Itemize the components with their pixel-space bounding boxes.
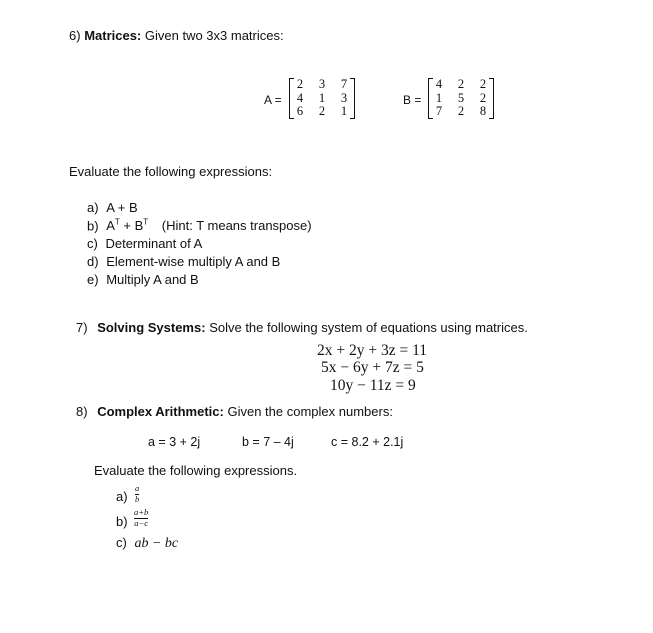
item-marker: e) xyxy=(87,272,99,287)
matrix-cell: 2 xyxy=(479,77,487,91)
q6-evaluate: Evaluate the following expressions: xyxy=(69,164,273,179)
item-marker: a) xyxy=(116,489,128,504)
matrix-a-row xyxy=(290,105,354,119)
matrix-a-row xyxy=(290,92,354,106)
item-marker: b) xyxy=(116,514,128,529)
item-marker: b) xyxy=(87,218,99,234)
equation: 5x − 6y + 7z = 5 xyxy=(321,359,424,376)
q6-item-e xyxy=(87,272,199,287)
q6-number: 6) xyxy=(69,28,81,43)
matrix-cell: 8 xyxy=(479,104,487,118)
matrix-b-row xyxy=(429,78,493,92)
matrix-cell: 2 xyxy=(457,77,465,91)
numerator: a xyxy=(135,483,140,493)
matrix-cell: 7 xyxy=(435,104,443,118)
matrix-cell: 6 xyxy=(296,104,304,118)
equation: 10y − 11z = 9 xyxy=(330,377,416,394)
q6-intro: Given two 3x3 matrices: xyxy=(144,28,284,43)
item-marker: c) xyxy=(87,236,98,251)
item-text: Element-wise multiply A and B xyxy=(106,254,281,269)
q7-heading xyxy=(76,320,528,335)
q6-item-a xyxy=(87,200,138,215)
q7-number: 7) xyxy=(76,320,88,335)
denominator: b xyxy=(135,494,140,504)
item-marker: a) xyxy=(87,200,99,215)
q6-title: Matrices: xyxy=(84,28,142,43)
q6-item-c xyxy=(87,236,202,251)
numerator: a+b xyxy=(134,507,149,517)
item-text: ab − bc xyxy=(134,536,179,551)
item-text xyxy=(106,218,148,233)
q6-heading xyxy=(69,28,284,43)
q7-title: Solving Systems: xyxy=(97,320,206,335)
fraction-sum-over-diff xyxy=(134,508,148,528)
q7-intro: Solve the following system of equations using matrices. xyxy=(209,320,528,335)
superscript: T xyxy=(143,218,149,227)
matrix-cell: 2 xyxy=(296,77,304,91)
q8-intro: Given the complex numbers: xyxy=(227,404,393,419)
item-text-part: + B xyxy=(119,218,144,234)
q8-number: 8) xyxy=(76,404,88,419)
matrix-cell: 2 xyxy=(457,104,465,118)
matrix-b-row xyxy=(429,105,493,119)
item-marker: c) xyxy=(116,535,127,550)
matrix-b xyxy=(428,78,494,119)
fraction-a-over-b xyxy=(135,484,139,504)
matrix-cell: 3 xyxy=(318,77,326,91)
q8-title: Complex Arithmetic: xyxy=(97,404,224,419)
matrix-a-row xyxy=(290,78,354,92)
matrix-cell: 2 xyxy=(318,104,326,118)
matrix-cell: 1 xyxy=(340,104,348,118)
matrix-a xyxy=(289,78,355,119)
matrix-cell: 1 xyxy=(318,90,326,105)
q8-heading xyxy=(76,404,393,419)
item-text: Determinant of A xyxy=(105,236,203,251)
item-text: Multiply A and B xyxy=(106,272,199,287)
q8-item-c xyxy=(116,535,178,552)
matrix-cell: 7 xyxy=(340,77,348,91)
matrix-cell: 4 xyxy=(296,90,304,105)
matrix-b-label: B = xyxy=(403,93,422,107)
denominator: a−c xyxy=(134,518,148,528)
complex-number-b: b = 7 – 4j xyxy=(242,435,294,449)
item-text-part: A xyxy=(106,218,115,234)
item-hint: (Hint: T means transpose) xyxy=(161,218,312,234)
matrix-a-label: A = xyxy=(264,93,282,107)
matrix-cell: 4 xyxy=(435,77,443,91)
q6-item-b xyxy=(87,218,312,233)
matrix-cell: 2 xyxy=(479,90,487,105)
matrix-cell: 3 xyxy=(340,90,348,105)
equation: 2x + 2y + 3z = 11 xyxy=(317,342,428,359)
complex-number-a: a = 3 + 2j xyxy=(148,435,201,449)
q6-item-d xyxy=(87,254,280,269)
item-text: A + B xyxy=(106,200,138,215)
matrix-cell: 1 xyxy=(435,90,443,105)
superscript: T xyxy=(114,218,120,227)
q8-evaluate: Evaluate the following expressions. xyxy=(94,463,298,478)
item-marker: d) xyxy=(87,254,99,269)
complex-number-c: c = 8.2 + 2.1j xyxy=(331,435,404,449)
matrix-b-row xyxy=(429,92,493,106)
matrix-cell: 5 xyxy=(457,90,465,105)
